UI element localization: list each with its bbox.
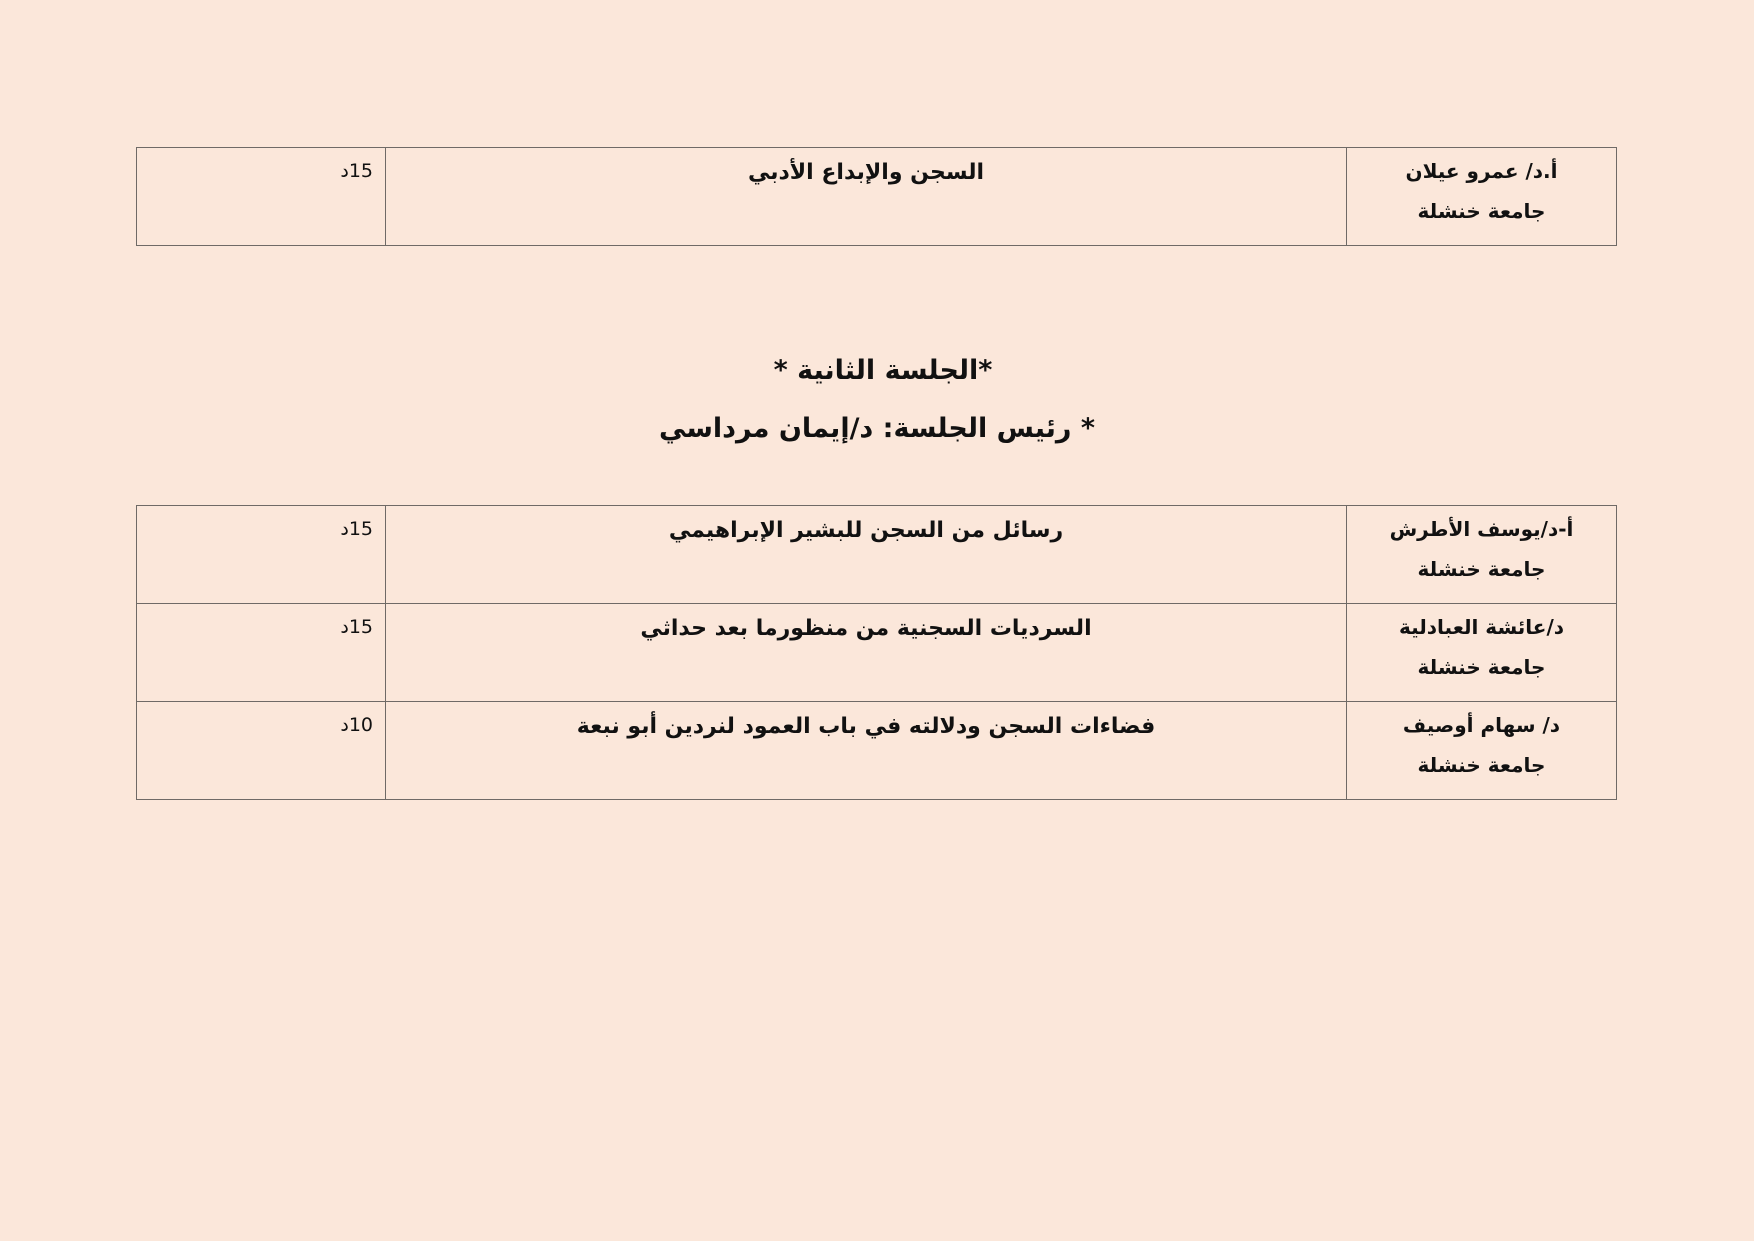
table-row	[137, 148, 1617, 246]
talk-title: السجن والإبداع الأدبي	[747, 160, 985, 185]
talk-duration: 15د	[340, 518, 373, 540]
talk-title: رسائل من السجن للبشير الإبراهيمي	[668, 518, 1064, 543]
talk-title-cell	[386, 702, 1347, 800]
speaker-university: جامعة خنشلة	[1417, 557, 1546, 581]
speaker-cell	[1347, 702, 1617, 800]
speaker-cell	[1347, 148, 1617, 246]
speaker-cell	[1347, 604, 1617, 702]
talk-duration-cell	[137, 148, 386, 246]
speaker-name: أ-د/يوسف الأطرش	[1389, 517, 1574, 541]
speaker-cell	[1347, 506, 1617, 604]
talk-title-cell	[386, 604, 1347, 702]
talk-duration-cell	[137, 702, 386, 800]
table-row	[137, 604, 1617, 702]
speaker-name: أ.د/ عمرو عيلان	[1405, 159, 1558, 183]
speaker-university: جامعة خنشلة	[1417, 199, 1546, 223]
speaker-university: جامعة خنشلة	[1417, 655, 1546, 679]
table-row	[137, 702, 1617, 800]
table-row	[137, 506, 1617, 604]
talk-title-cell	[386, 148, 1347, 246]
speaker-name: د/عائشة العبادلية	[1398, 615, 1565, 639]
speaker-university: جامعة خنشلة	[1417, 753, 1546, 777]
talk-duration-cell	[137, 604, 386, 702]
talk-duration-cell	[137, 506, 386, 604]
talk-duration: 15د	[340, 616, 373, 638]
session-title: *الجلسة الثانية *	[773, 355, 993, 386]
session-one-table	[136, 147, 1617, 246]
talk-title: فضاءات السجن ودلالته في باب العمود لنردين أبو نبعة	[576, 714, 1156, 739]
talk-title-cell	[386, 506, 1347, 604]
talk-duration: 10د	[340, 714, 373, 736]
talk-title: السرديات السجنية من منظورما بعد حداثي	[640, 616, 1092, 641]
session-two-table	[136, 505, 1617, 800]
session-chair: * رئيس الجلسة: د/إيمان مرداسي	[659, 413, 1095, 444]
talk-duration: 15د	[340, 160, 373, 182]
speaker-name: د/ سهام أوصيف	[1402, 713, 1561, 737]
